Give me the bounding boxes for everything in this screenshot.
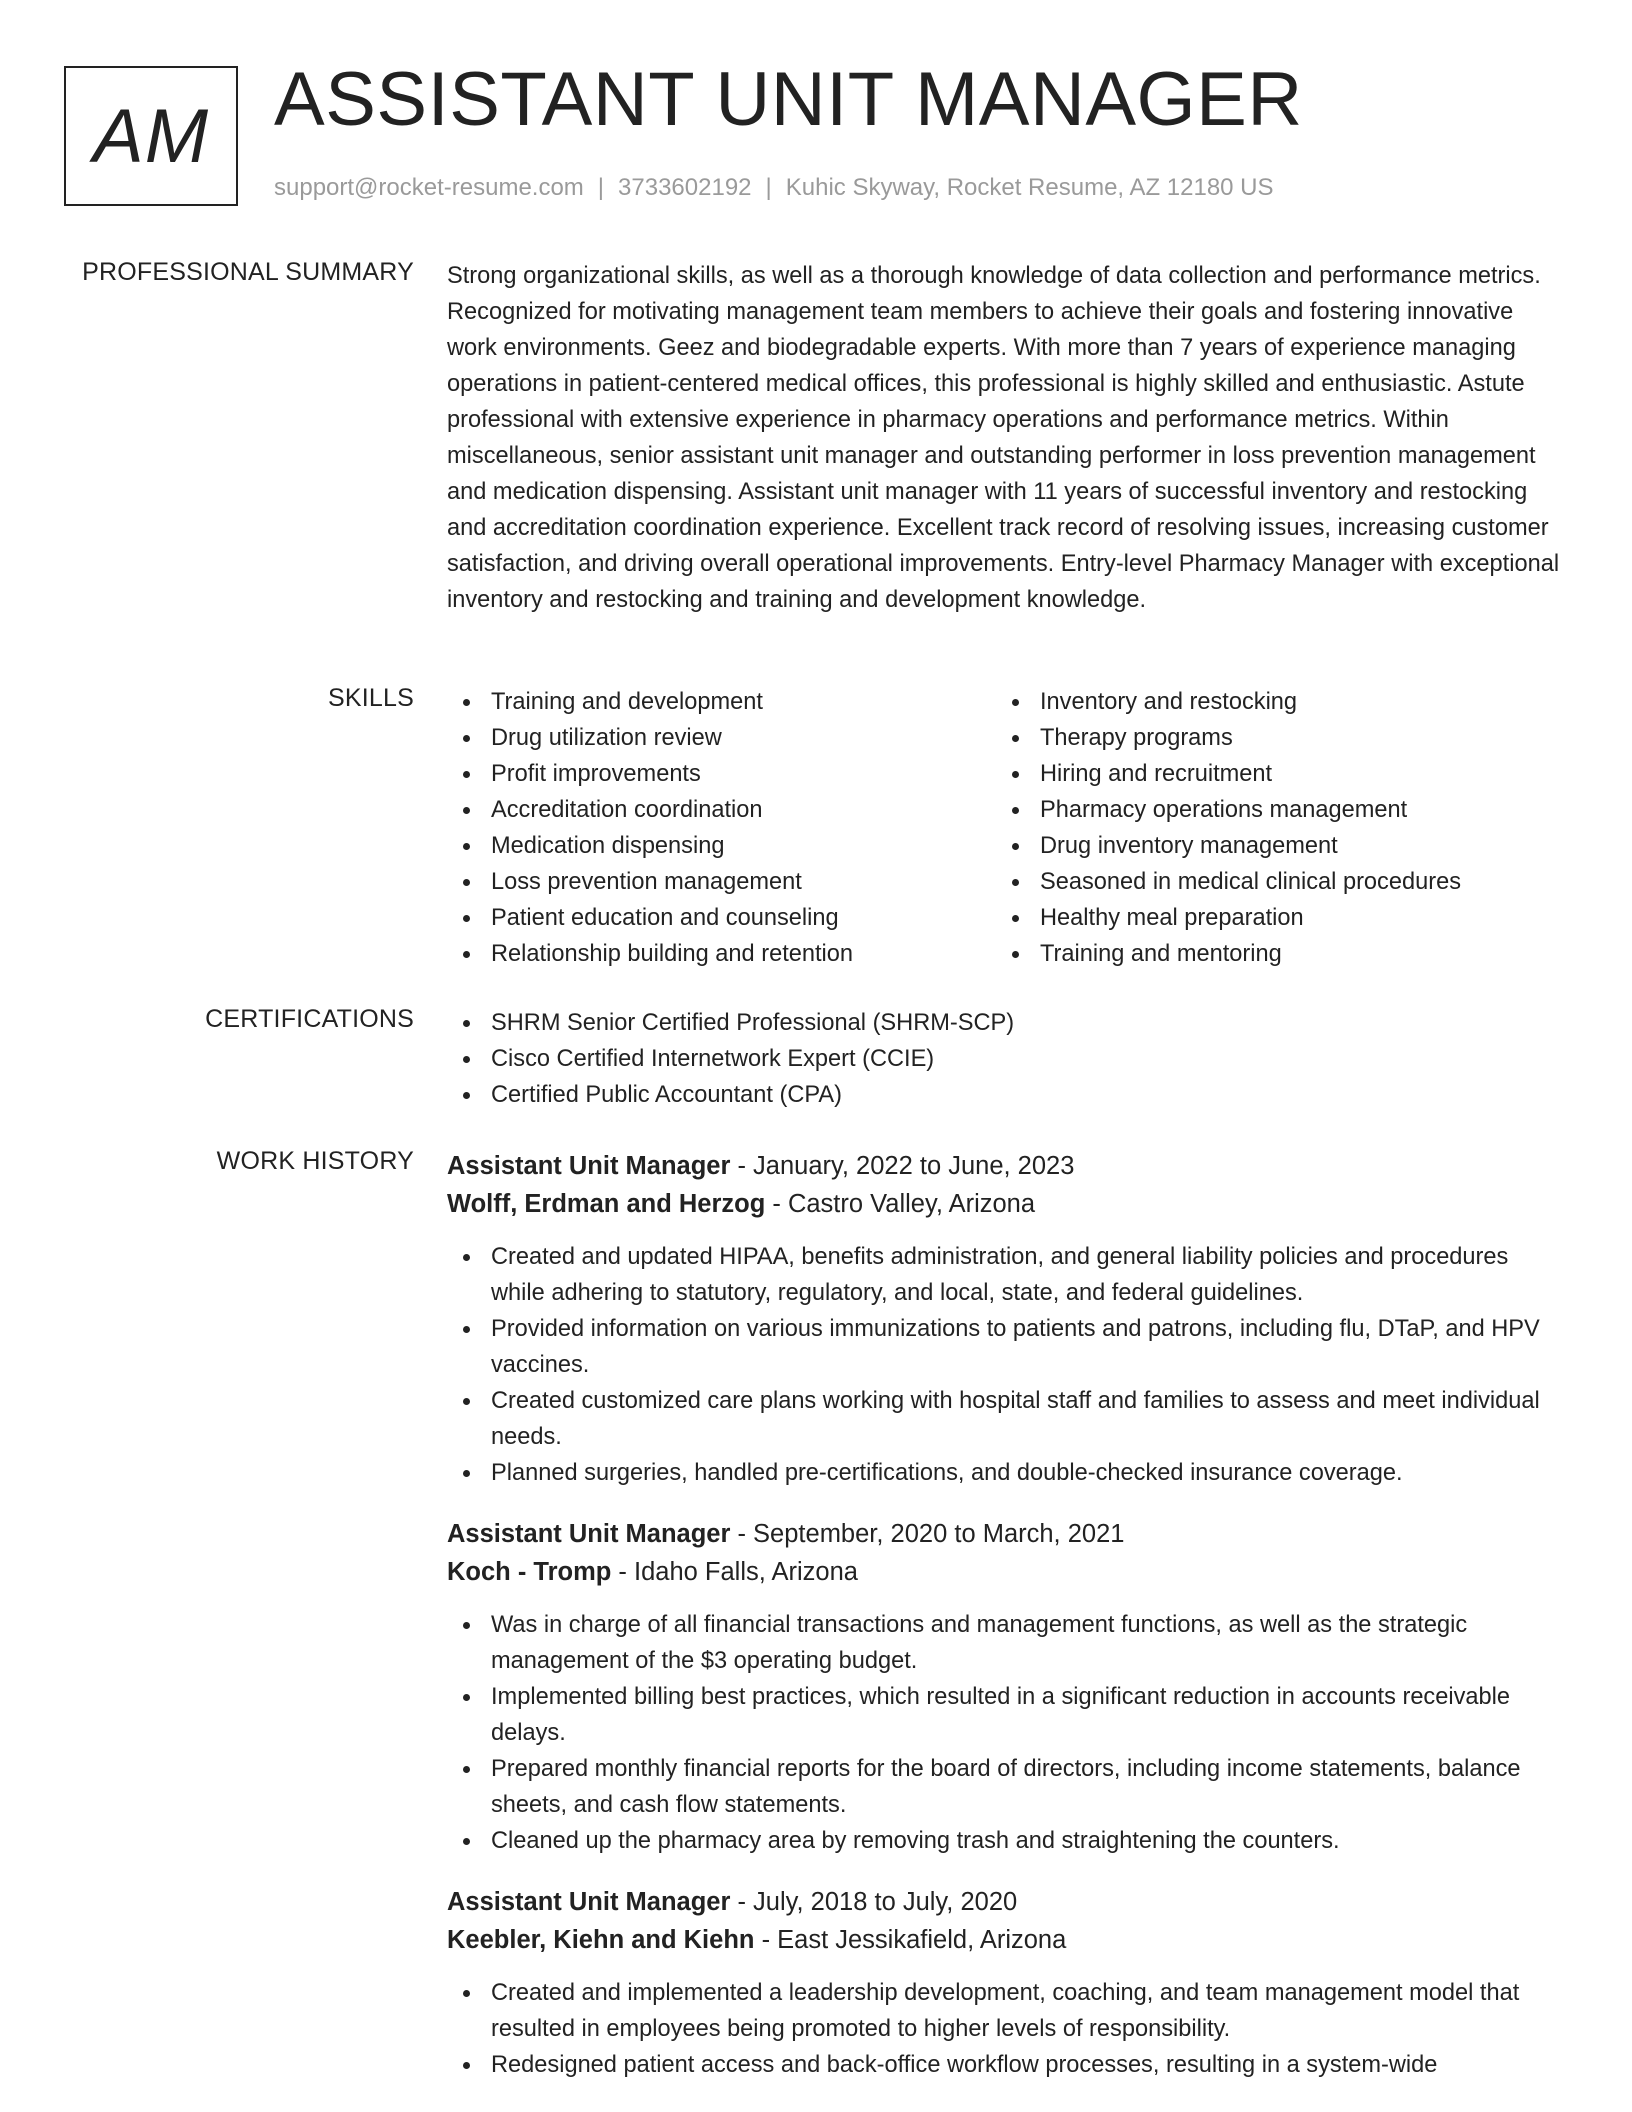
skill-item: Training and development xyxy=(491,684,996,720)
job-bullet: Was in charge of all financial transactions and management functions, as well as the strategic management of the $3 operating budget. xyxy=(491,1607,1567,1679)
job-entry xyxy=(447,1883,1567,2083)
summary-body xyxy=(447,258,1567,618)
job-title-line xyxy=(447,1883,1567,1921)
job-title: Assistant Unit Manager xyxy=(447,1520,731,1548)
job-bullet: Created customized care plans working with hospital staff and families to assess and meet individual needs. xyxy=(491,1383,1567,1455)
job-location: - East Jessikafield, Arizona xyxy=(754,1926,1067,1954)
job-title: Assistant Unit Manager xyxy=(447,1152,731,1180)
job-company-line xyxy=(447,1553,1567,1591)
skill-item: Patient education and counseling xyxy=(491,900,996,936)
skill-item: Inventory and restocking xyxy=(1040,684,1545,720)
job-company: Keebler, Kiehn and Kiehn xyxy=(447,1926,755,1954)
resume-title: ASSISTANT UNIT MANAGER xyxy=(274,57,1303,142)
job-bullet: Prepared monthly financial reports for the board of directors, including income statements, balance sheets, and cash flow statements. xyxy=(491,1751,1567,1823)
job-title: Assistant Unit Manager xyxy=(447,1888,731,1916)
skill-item: Drug utilization review xyxy=(491,720,996,756)
summary-heading: PROFESSIONAL SUMMARY xyxy=(82,258,414,286)
job-dates: - January, 2022 to June, 2023 xyxy=(730,1152,1075,1180)
contact-email: support@rocket-resume.com xyxy=(274,174,584,201)
job-bullet: Created and updated HIPAA, benefits administration, and general liability policies and procedures while adhering to statutory, regulatory, and local, state, and federal guidelines. xyxy=(491,1239,1567,1311)
contact-address: Kuhic Skyway, Rocket Resume, AZ 12180 US xyxy=(785,174,1274,201)
monogram-badge: AM xyxy=(64,66,238,206)
skill-item: Training and mentoring xyxy=(1040,936,1545,972)
skill-item: Relationship building and retention xyxy=(491,936,996,972)
job-location: - Castro Valley, Arizona xyxy=(765,1190,1036,1218)
contact-separator: | xyxy=(765,174,772,201)
resume-header xyxy=(64,57,1584,210)
certification-item: Certified Public Accountant (CPA) xyxy=(491,1077,1567,1113)
skill-item: Healthy meal preparation xyxy=(1040,900,1545,936)
job-entry xyxy=(447,1515,1567,1859)
skills-heading: SKILLS xyxy=(328,684,414,712)
job-company-line xyxy=(447,1921,1567,1959)
job-bullet: Implemented billing best practices, which resulted in a significant reduction in accounts receivable delays. xyxy=(491,1679,1567,1751)
job-title-line xyxy=(447,1515,1567,1553)
contact-separator: | xyxy=(597,174,605,201)
job-bullet: Planned surgeries, handled pre-certifications, and double-checked insurance coverage. xyxy=(491,1455,1567,1491)
job-location: - Idaho Falls, Arizona xyxy=(611,1558,858,1586)
work-history-body xyxy=(447,1147,1567,2107)
skill-item: Therapy programs xyxy=(1040,720,1545,756)
job-bullet: Cleaned up the pharmacy area by removing trash and straightening the counters. xyxy=(491,1823,1567,1859)
job-bullet: Redesigned patient access and back-office workflow processes, resulting in a system-wide xyxy=(491,2047,1567,2083)
job-entry xyxy=(447,1147,1567,1491)
certifications-body xyxy=(447,1005,1567,1113)
job-company-line xyxy=(447,1185,1567,1223)
job-company: Wolff, Erdman and Herzog xyxy=(447,1190,766,1218)
skills-column-right xyxy=(996,684,1545,972)
certification-item: SHRM Senior Certified Professional (SHRM-SCP) xyxy=(491,1005,1567,1041)
certification-item: Cisco Certified Internetwork Expert (CCIE) xyxy=(491,1041,1567,1077)
skill-item: Drug inventory management xyxy=(1040,828,1545,864)
skill-item: Medication dispensing xyxy=(491,828,996,864)
job-bullet: Created and implemented a leadership development, coaching, and team management model that resulted in employees being promoted to higher levels of responsibility. xyxy=(491,1975,1567,2047)
job-dates: - July, 2018 to July, 2020 xyxy=(730,1888,1018,1916)
skills-column-left xyxy=(447,684,996,972)
skill-item: Loss prevention management xyxy=(491,864,996,900)
skills-body xyxy=(447,684,1567,972)
summary-text: Strong organizational skills, as well as a thorough knowledge of data collection and performance metrics. Recognized for motivating management team members to achieve their goals and fostering innovative work environments. Geez and biodegradable experts. With more than 7 years of experience managing operations in patient-centered medical offices, this professional is highly skilled and enthusiastic. Astute professional with extensive experience in pharmacy operations and performance metrics. Within miscellaneous, senior assistant unit manager and outstanding performer in loss prevention management and medication dispensing. Assistant unit manager with 11 years of successful inventory and restocking and accreditation coordination experience. Excellent track record of resolving issues, increasing customer satisfaction, and driving overall operational improvements. Entry-level Pharmacy Manager with exceptional inventory and restocking and training and development knowledge. xyxy=(447,263,1560,613)
contact-phone: 3733602192 xyxy=(618,174,752,201)
job-company: Koch - Tromp xyxy=(447,1558,612,1586)
job-title-line xyxy=(447,1147,1567,1185)
job-bullet: Provided information on various immunizations to patients and patrons, including flu, DTaP, and HPV vaccines. xyxy=(491,1311,1567,1383)
skill-item: Hiring and recruitment xyxy=(1040,756,1545,792)
work-history-heading: WORK HISTORY xyxy=(216,1147,414,1175)
skill-item: Seasoned in medical clinical procedures xyxy=(1040,864,1545,900)
certifications-heading: CERTIFICATIONS xyxy=(205,1005,414,1033)
skill-item: Pharmacy operations management xyxy=(1040,792,1545,828)
skill-item: Accreditation coordination xyxy=(491,792,996,828)
contact-line xyxy=(274,174,1274,202)
job-dates: - September, 2020 to March, 2021 xyxy=(730,1520,1125,1548)
skill-item: Profit improvements xyxy=(491,756,996,792)
